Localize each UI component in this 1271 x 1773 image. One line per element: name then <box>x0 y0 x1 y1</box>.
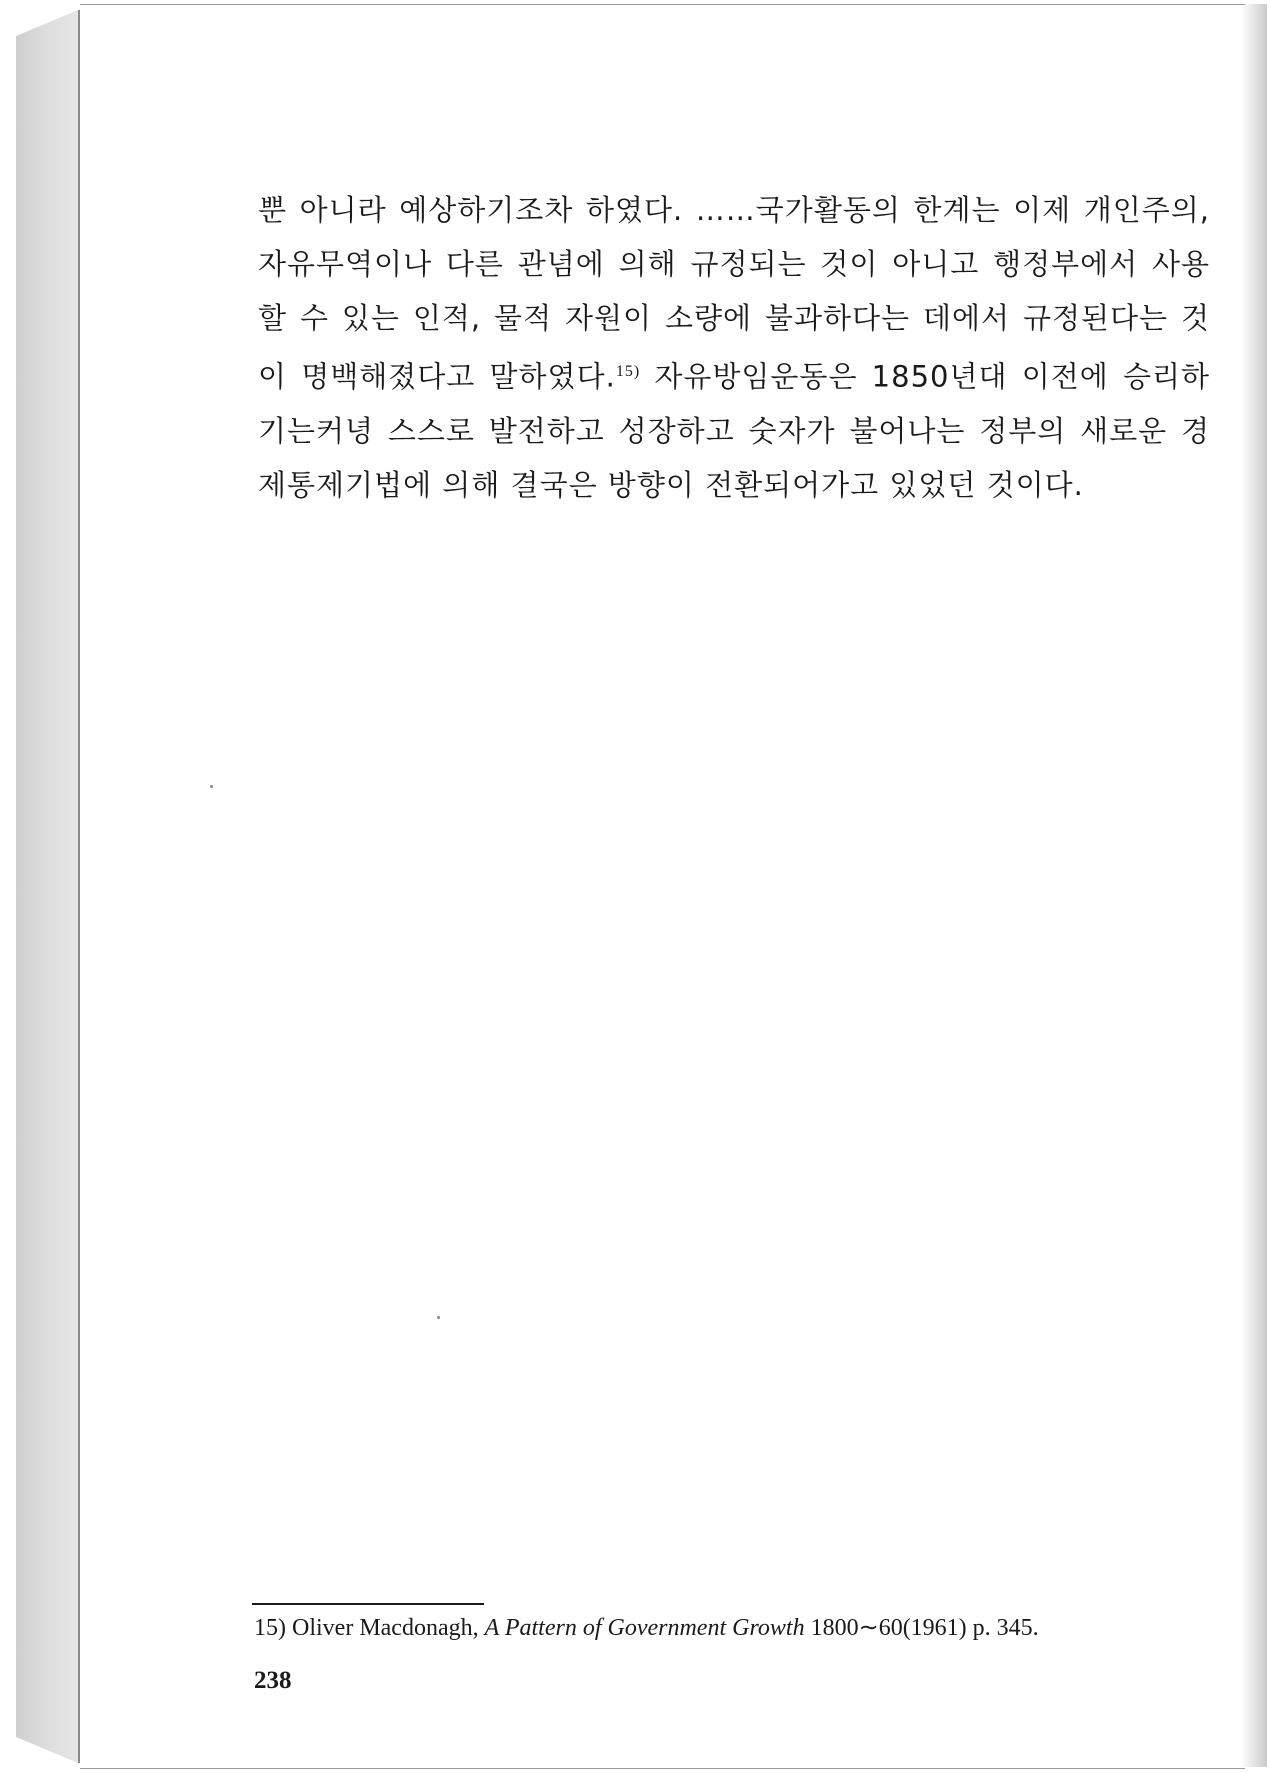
footnote-rule <box>252 1603 484 1605</box>
page <box>80 4 1245 1769</box>
paper-speck <box>210 785 213 788</box>
footnote-number: 15) <box>254 1615 286 1641</box>
body-text-part2: 자유방임운동은 1850년대 이전에 승리하기는커녕 스스로 발전하고 성장하고 숫자가 불어나는 정부의 새로운 경제통제기법에 의해 결국은 방향이 전환되어가고 있었던 것이다. <box>258 359 1211 502</box>
footnote <box>254 1613 1039 1642</box>
footnote-reference: 15) <box>615 363 641 380</box>
page-edge-shadow <box>1241 4 1267 1767</box>
footnote-author: Oliver Macdonagh, <box>292 1615 479 1641</box>
paper-speck <box>437 1316 440 1319</box>
book-spine <box>16 10 78 1763</box>
footnote-details: 1800∼60(1961) p. 345. <box>810 1615 1039 1641</box>
body-text-part1: 뿐 아니라 예상하기조차 하였다. ……국가활동의 한계는 이제 개인주의, 자유무역이나 다른 관념에 의해 규정되는 것이 아니고 행정부에서 사용할 수 있는 인적, 물적 자원이 소량에 불과하다는 데에서 규정된다는 것이 명백해졌다고 말하였다. <box>258 193 1210 394</box>
body-paragraph <box>258 183 1210 512</box>
footnote-title: A Pattern of Government Growth <box>484 1615 805 1641</box>
page-number: 238 <box>254 1667 292 1694</box>
